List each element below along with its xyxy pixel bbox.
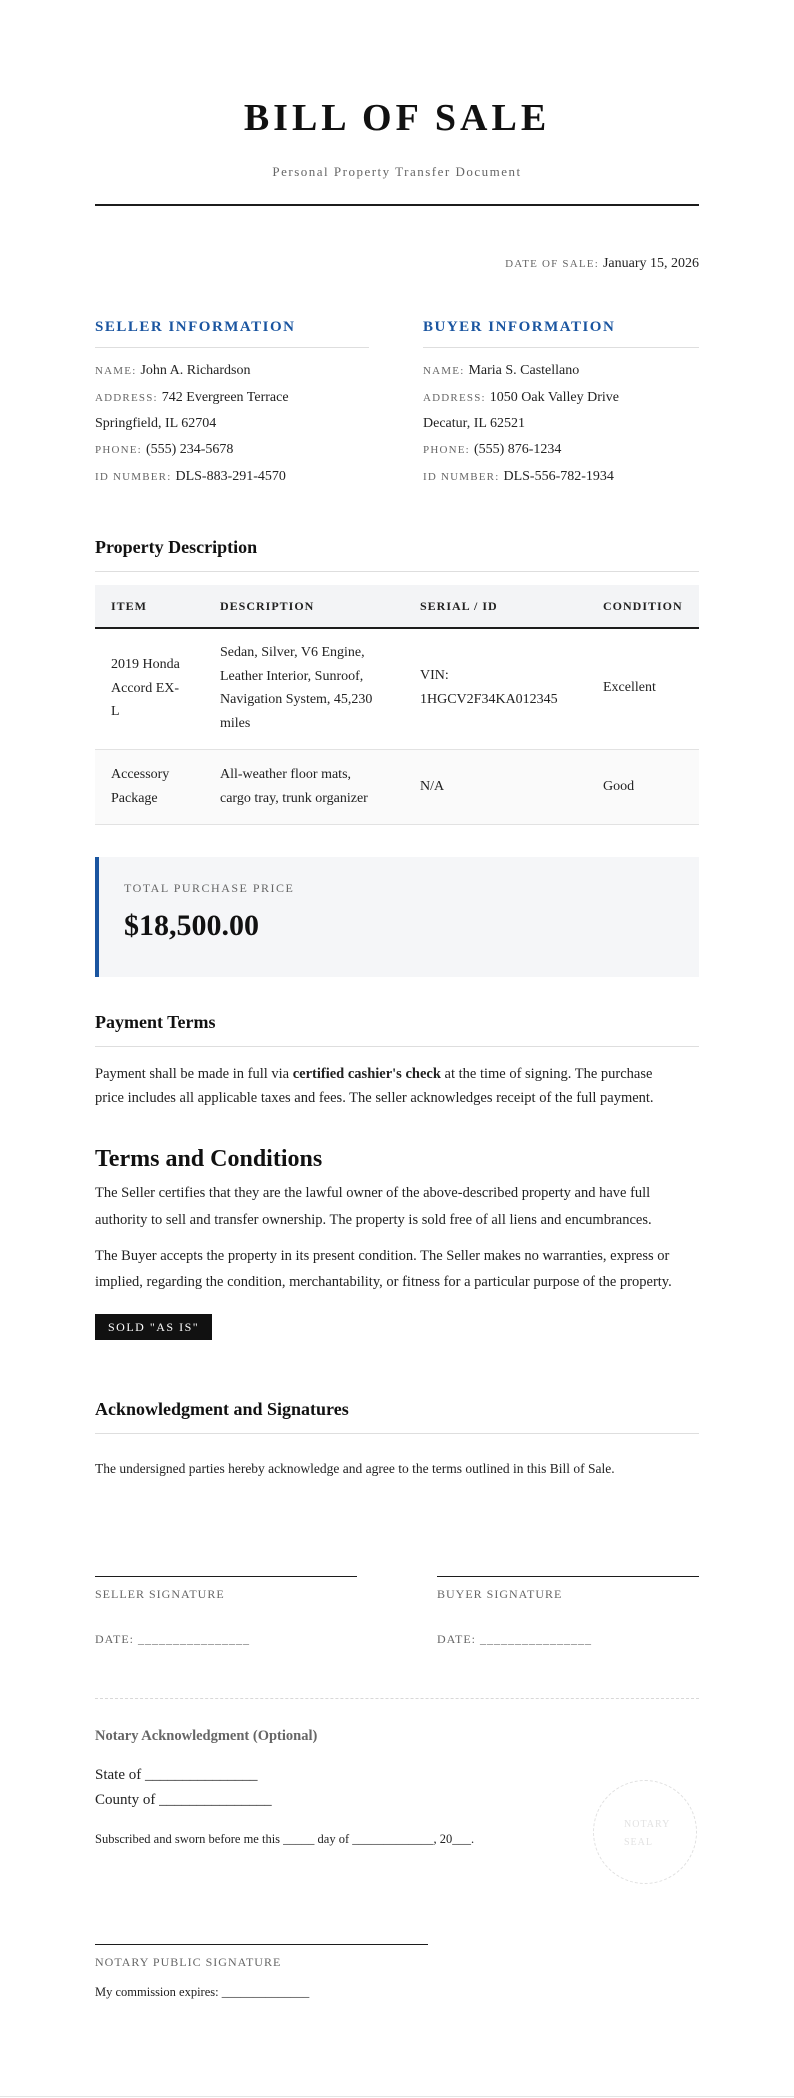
row-divider xyxy=(95,824,699,825)
description-line: cargo tray, trunk organizer xyxy=(220,790,368,806)
description-line: miles xyxy=(220,715,251,731)
item-line: Accord EX- xyxy=(111,680,180,696)
serial-line: 1HGCV2F34KA012345 xyxy=(420,691,558,707)
payment-line-2: price includes all applicable taxes and fees. The seller acknowledges receipt of the full payment. xyxy=(95,1090,654,1106)
column-header-description: DESCRIPTION xyxy=(220,599,315,613)
notary-commission-field[interactable]: My commission expires: ______________ xyxy=(95,1985,310,1999)
seller-id-value: DLS-883-291-4570 xyxy=(175,469,286,484)
buyer-date-field[interactable]: DATE: ________________ xyxy=(437,1632,592,1646)
description-line: Navigation System, 45,230 xyxy=(220,692,373,707)
seller-address-label: ADDRESS: xyxy=(95,392,158,404)
table-row-2-item xyxy=(111,763,169,810)
buyer-address-label: ADDRESS: xyxy=(423,392,486,404)
buyer-address xyxy=(423,388,619,408)
buyer-name-label: NAME: xyxy=(423,365,465,377)
date-of-sale-label: DATE OF SALE: xyxy=(505,258,599,270)
table-row-1-condition: Excellent xyxy=(603,680,656,695)
description-line: Leather Interior, Sunroof, xyxy=(220,668,364,684)
terms-heading: Terms and Conditions xyxy=(95,1146,323,1172)
seller-id xyxy=(95,467,286,487)
date-of-sale-value: January 15, 2026 xyxy=(602,256,699,271)
notary-heading: Notary Acknowledgment (Optional) xyxy=(95,1728,318,1744)
buyer-heading: BUYER INFORMATION xyxy=(423,319,616,335)
seller-id-label: ID NUMBER: xyxy=(95,471,172,483)
terms-paragraph-2: The Buyer accepts the property in its present condition. The Seller makes no warranties, express or implied, regarding the condition, merchantability, or fitness for a particular purpose of the property. xyxy=(95,1248,672,1290)
seller-address-line2: Springfield, IL 62704 xyxy=(95,416,217,431)
buyer-name xyxy=(423,361,579,381)
payment-method: certified cashier's check xyxy=(292,1066,441,1082)
buyer-phone-value: (555) 876-1234 xyxy=(473,442,562,457)
document-subtitle: Personal Property Transfer Document xyxy=(272,164,522,179)
buyer-signature-label: BUYER SIGNATURE xyxy=(437,1587,563,1601)
buyer-id xyxy=(423,467,614,487)
signatures-intro: The undersigned parties hereby acknowledge and agree to the terms outlined in this Bill of Sale. xyxy=(95,1461,615,1476)
notary-county-field[interactable]: County of _______________ xyxy=(95,1792,272,1808)
terms-paragraph-1: The Seller certifies that they are the lawful owner of the above-described property and have full authority to sell and transfer ownership. The property is sold free of all liens and encumbrances. xyxy=(95,1185,652,1228)
seller-heading: SELLER INFORMATION xyxy=(95,319,296,335)
seller-phone-label: PHONE: xyxy=(95,444,142,456)
seller-address xyxy=(95,388,289,408)
seller-name xyxy=(95,361,251,381)
item-line: Accessory xyxy=(111,767,170,782)
notary-signature-line[interactable] xyxy=(95,1944,428,1945)
title-divider xyxy=(95,204,699,206)
date-of-sale xyxy=(505,256,699,272)
buyer-phone xyxy=(423,440,561,460)
total-price-label: TOTAL PURCHASE PRICE xyxy=(124,881,295,895)
serial-line: VIN: xyxy=(420,668,449,683)
seller-address-line1: 742 Evergreen Terrace xyxy=(161,390,289,405)
buyer-phone-label: PHONE: xyxy=(423,444,470,456)
notary-seal-label-2: SEAL xyxy=(624,1837,653,1848)
notary-seal-label: NOTARY xyxy=(624,1819,671,1830)
seller-date-field[interactable]: DATE: ________________ xyxy=(95,1632,250,1646)
buyer-name-value: Maria S. Castellano xyxy=(468,363,580,378)
table-row-1-description xyxy=(220,641,372,735)
notary-signature-label: NOTARY PUBLIC SIGNATURE xyxy=(95,1955,282,1969)
total-price-value: $18,500.00 xyxy=(124,909,259,942)
buyer-signature-line[interactable] xyxy=(437,1576,699,1577)
notary-divider xyxy=(95,1698,699,1699)
document-title: BILL OF SALE xyxy=(243,97,551,139)
signatures-divider xyxy=(95,1433,699,1434)
payment-heading: Payment Terms xyxy=(95,1012,216,1032)
description-line: All-weather floor mats, xyxy=(220,767,352,782)
sold-as-is-badge: SOLD "AS IS" xyxy=(95,1314,212,1340)
table-row-2-serial: N/A xyxy=(420,779,445,794)
buyer-id-label: ID NUMBER: xyxy=(423,471,500,483)
seller-name-label: NAME: xyxy=(95,365,137,377)
seller-divider xyxy=(95,347,369,348)
property-divider xyxy=(95,571,699,572)
buyer-address-line1: 1050 Oak Valley Drive xyxy=(489,390,619,405)
payment-line-1: Payment shall be made in full via certified cashier's check at the time of signing. The purchase xyxy=(95,1066,653,1082)
buyer-divider xyxy=(423,347,699,348)
column-header-item: ITEM xyxy=(111,599,148,613)
notary-sworn-statement[interactable]: Subscribed and sworn before me this _____ day of _____________, 20___. xyxy=(95,1832,475,1846)
table-row-2-condition: Good xyxy=(603,779,635,794)
page-bottom-border xyxy=(0,2096,794,2097)
buyer-address-line2: Decatur, IL 62521 xyxy=(423,416,525,431)
seller-phone-value: (555) 234-5678 xyxy=(145,442,234,457)
item-line: L xyxy=(111,704,120,719)
seller-name-value: John A. Richardson xyxy=(140,363,251,378)
payment-text xyxy=(95,1062,715,1110)
description-line: Sedan, Silver, V6 Engine, xyxy=(220,645,365,660)
column-header-serial: SERIAL / ID xyxy=(420,599,498,613)
notary-seal-circle xyxy=(593,1780,697,1884)
seller-phone xyxy=(95,440,233,460)
payment-divider xyxy=(95,1046,699,1047)
seller-signature-line[interactable] xyxy=(95,1576,357,1577)
property-heading: Property Description xyxy=(95,537,258,557)
table-row-1-item xyxy=(111,653,180,724)
column-header-condition: CONDITION xyxy=(603,599,683,613)
notary-state-field[interactable]: State of _______________ xyxy=(95,1767,258,1783)
item-line: 2019 Honda xyxy=(111,657,180,672)
table-row-1-serial xyxy=(420,664,558,711)
item-line: Package xyxy=(111,790,158,806)
buyer-id-value: DLS-556-782-1934 xyxy=(503,469,614,484)
seller-signature-label: SELLER SIGNATURE xyxy=(95,1587,225,1601)
signatures-heading: Acknowledgment and Signatures xyxy=(95,1399,349,1419)
table-row-2-description xyxy=(220,763,368,810)
